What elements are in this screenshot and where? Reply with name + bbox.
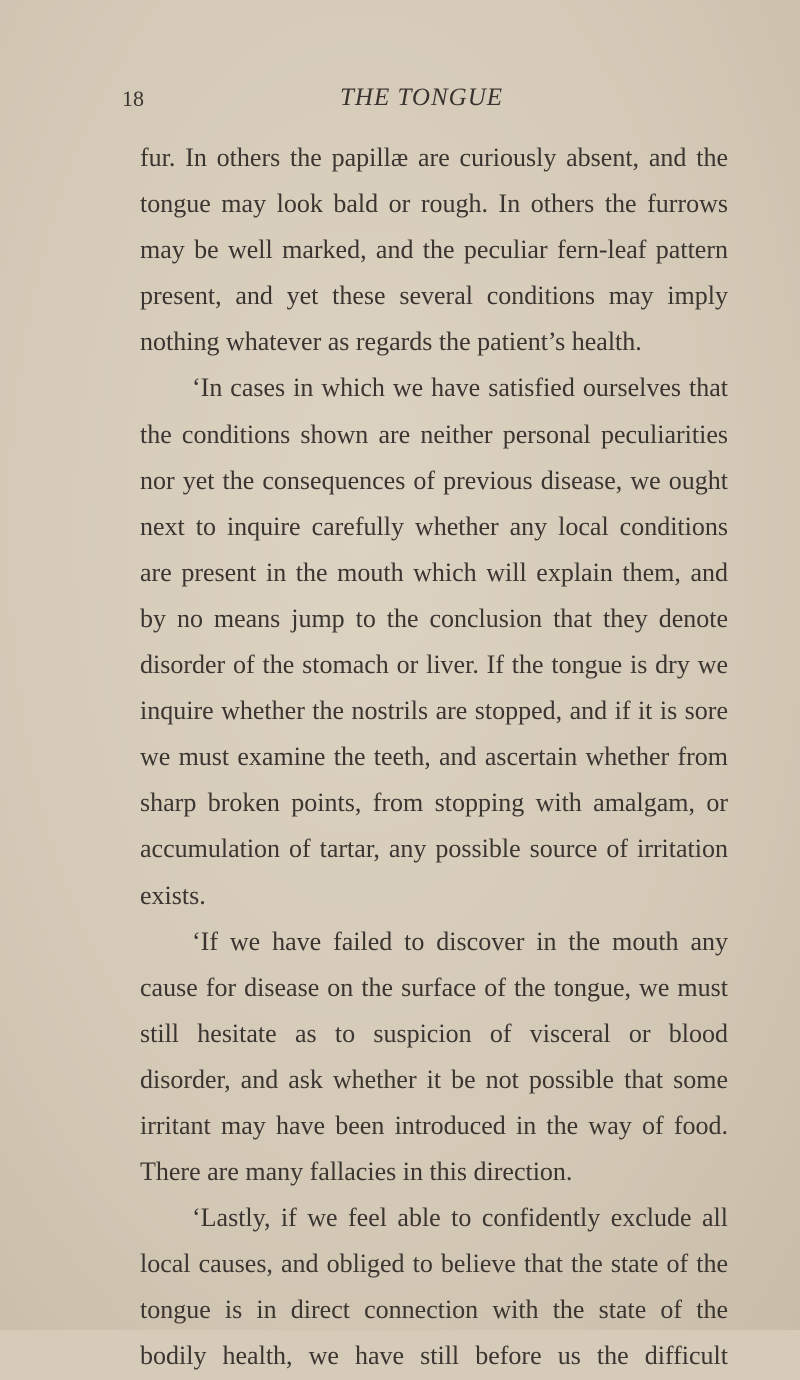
running-head [0, 80, 800, 120]
paragraph-3: ‘If we have failed to discover in the mouth any cause for disease on the surface of the tongue, we must still hesitate as to suspicion of visceral or blood disorder, and ask whether it be not possible that some irritant may have been introduced in the way of food. There are many fallacies in this direction. [140, 926, 728, 1187]
paragraph-1: fur. In others the papillæ are curiously absent, and the tongue may look bald or rough. In others the furrows may be well marked, and the peculiar fern-leaf pattern present, and yet these several conditions may imply nothing whatever as regards the patient’s health. [140, 143, 728, 357]
running-title: THE TONGUE [340, 84, 504, 111]
paragraph-2: ‘In cases in which we have satisfied ourselves that the conditions shown are neither personal peculiarities nor yet the consequences of previous disease, we ought next to inquire carefully whether any local conditions are present in the mouth which will explain them, and by no means jump to the conclusion that they denote disorder of the stomach or liver. If the tongue is dry we inquire whether the nostrils are stopped, and if it is sore we must examine the teeth, and ascertain whether from sharp broken points, from stopping with amalgam, or accumulation of tartar, any possible source of irritation exists. [140, 373, 728, 910]
body-text [140, 135, 728, 1380]
page-number: 18 [122, 86, 144, 111]
paragraph-4: ‘Lastly, if we feel able to confidently exclude all local causes, and obliged to believe that the state of the tongue is in direct connection with the state of the bodily health, we have still before us the difficult [140, 1203, 728, 1371]
